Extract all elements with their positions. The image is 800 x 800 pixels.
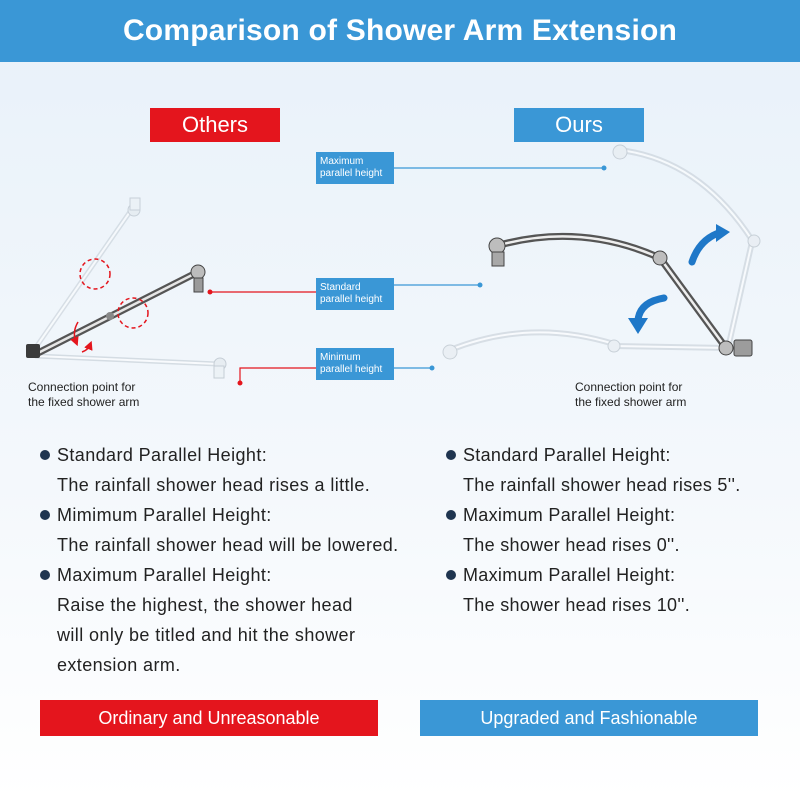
blue-arrow-down-icon	[638, 298, 664, 320]
bullet-icon	[40, 450, 50, 460]
caption-line: the fixed shower arm	[575, 395, 687, 409]
bullet-icon	[40, 570, 50, 580]
page-title: Comparison of Shower Arm Extension	[0, 0, 800, 62]
minimum-height-label	[316, 348, 394, 380]
point-text: The rainfall shower head rises a little.	[57, 475, 371, 495]
list-item	[446, 500, 786, 560]
list-item	[446, 560, 786, 620]
right-connection-caption	[575, 380, 686, 410]
red-arrow-down-icon	[82, 345, 90, 352]
point-text: The shower head rises 10''.	[463, 595, 691, 615]
bullet-icon	[446, 570, 456, 580]
list-item	[40, 500, 440, 560]
bullet-icon	[446, 450, 456, 460]
list-item	[40, 560, 440, 680]
label-line: parallel height	[320, 364, 383, 375]
point-title: Maximum Parallel Height:	[463, 565, 676, 585]
list-item	[446, 440, 786, 500]
standard-height-label	[316, 278, 394, 310]
others-verdict-banner: Ordinary and Unreasonable	[40, 700, 378, 736]
ours-chrome-arm	[489, 236, 752, 356]
point-text: Raise the highest, the shower head	[57, 595, 353, 615]
left-connection-caption	[28, 380, 139, 410]
bullet-icon	[446, 510, 456, 520]
ours-ghost-arm-min	[443, 332, 728, 359]
point-title: Maximum Parallel Height:	[463, 505, 676, 525]
label-line: Standard	[320, 282, 361, 293]
point-text: The rainfall shower head will be lowered.	[57, 535, 399, 555]
caption-line: Connection point for	[575, 380, 683, 394]
point-title: Mimimum Parallel Height:	[57, 505, 272, 525]
point-title: Maximum Parallel Height:	[57, 565, 272, 585]
label-line: Minimum	[320, 352, 361, 363]
others-points-list	[40, 440, 440, 680]
label-line: parallel height	[320, 168, 383, 179]
ours-points-list	[446, 440, 786, 620]
ours-verdict-banner: Upgraded and Fashionable	[420, 700, 758, 736]
others-ghost-arm-min	[36, 356, 226, 378]
list-item	[40, 440, 440, 500]
point-text: will only be titled and hit the shower	[57, 625, 356, 645]
bullet-icon	[40, 510, 50, 520]
point-title: Standard Parallel Height:	[463, 445, 671, 465]
point-text: The shower head rises 0''.	[463, 535, 680, 555]
point-text: The rainfall shower head rises 5''.	[463, 475, 741, 495]
label-line: parallel height	[320, 294, 383, 305]
caption-line: Connection point for	[28, 380, 136, 394]
others-tag: Others	[150, 108, 280, 142]
maximum-height-label	[316, 152, 394, 184]
caption-line: the fixed shower arm	[28, 395, 140, 409]
point-title: Standard Parallel Height:	[57, 445, 268, 465]
ours-tag: Ours	[514, 108, 644, 142]
label-line: Maximum	[320, 156, 364, 167]
point-text: extension arm.	[57, 655, 181, 675]
others-chrome-arm	[26, 265, 205, 358]
